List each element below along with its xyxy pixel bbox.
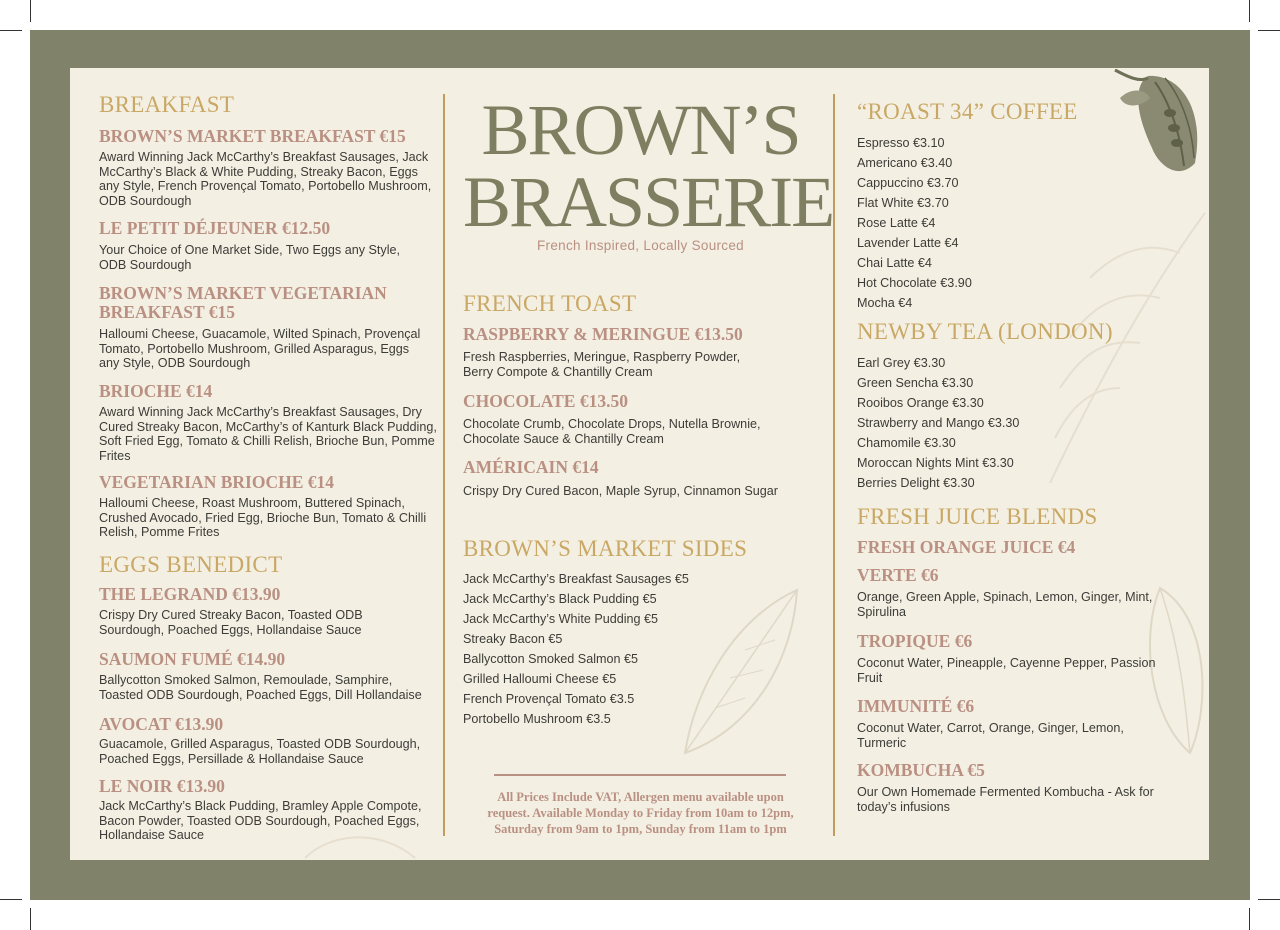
list-item: Ballycotton Smoked Salmon €5	[463, 652, 639, 666]
menu-item-desc: Chocolate Crumb, Chocolate Drops, Nutella Brownie, Chocolate Sauce & Chantilly Cream	[463, 417, 761, 446]
menu-item-title: BROWN’S MARKET VEGETARIAN BREAKFAST €15	[99, 283, 387, 322]
list-item: Lavender Latte €4	[857, 236, 959, 250]
menu-item-title: BRIOCHE €14	[99, 381, 213, 401]
list-item: Espresso €3.10	[857, 136, 945, 150]
footer-note-line3: Saturday from 9am to 1pm, Sunday from 11am to 1pm	[494, 822, 787, 836]
crop-mark	[1249, 908, 1250, 930]
crop-mark	[1258, 30, 1280, 31]
list-item: Earl Grey €3.30	[857, 356, 946, 370]
menu-item-desc: Jack McCarthy’s Black Pudding, Bramley Apple Compote, Bacon Powder, Toasted ODB Sourdough, Poached Eggs, Hollandaise Sauce	[99, 799, 422, 843]
list-item: Jack McCarthy’s Breakfast Sausages €5	[463, 572, 689, 586]
brand-tagline: French Inspired, Locally Sourced	[537, 238, 744, 253]
list-item: French Provençal Tomato €3.5	[463, 692, 635, 706]
menu-item-desc: Crispy Dry Cured Streaky Bacon, Toasted ODB Sourdough, Poached Eggs, Hollandaise Sauce	[99, 608, 363, 637]
menu-item-desc: Coconut Water, Carrot, Orange, Ginger, Lemon, Turmeric	[857, 721, 1124, 750]
list-item: Hot Chocolate €3.90	[857, 276, 972, 290]
menu-item-desc: Crispy Dry Cured Bacon, Maple Syrup, Cinnamon Sugar	[463, 484, 778, 498]
footer-note-line2: request. Available Monday to Friday from 10am to 12pm,	[487, 806, 794, 820]
menu-item-title: SAUMON FUMÉ €14.90	[99, 649, 286, 669]
list-item: Grilled Halloumi Cheese €5	[463, 672, 617, 686]
crop-mark	[1258, 899, 1280, 900]
section-heading-coffee: “ROAST 34” COFFEE	[857, 99, 1078, 124]
list-item: Americano €3.40	[857, 156, 953, 170]
column-divider	[833, 94, 835, 836]
section-heading-sides: BROWN’S MARKET SIDES	[463, 536, 748, 561]
list-item: Moroccan Nights Mint €3.30	[857, 456, 1014, 470]
menu-item-title: AMÉRICAIN €14	[463, 457, 599, 477]
section-heading-tea: NEWBY TEA (LONDON)	[857, 319, 1113, 344]
menu-item-title: FRESH ORANGE JUICE €4	[857, 537, 1076, 557]
tea-list	[857, 353, 1019, 493]
menu-item-title: AVOCAT €13.90	[99, 714, 224, 734]
crop-mark	[30, 0, 31, 22]
list-item: Strawberry and Mango €3.30	[857, 416, 1020, 430]
list-item: Rose Latte €4	[857, 216, 936, 230]
section-heading-juice: FRESH JUICE BLENDS	[857, 504, 1098, 529]
menu-item-desc: Orange, Green Apple, Spinach, Lemon, Ginger, Mint, Spirulina	[857, 590, 1153, 619]
menu-item-desc: Halloumi Cheese, Roast Mushroom, Buttered Spinach, Crushed Avocado, Fried Egg, Brioche Bun, Tomato & Chilli Relish, Pomme Frites	[99, 496, 427, 540]
list-item: Rooibos Orange €3.30	[857, 396, 984, 410]
list-item: Mocha €4	[857, 296, 913, 310]
coffee-list	[857, 133, 972, 313]
section-heading-breakfast: BREAKFAST	[99, 92, 235, 117]
menu-item-desc: Halloumi Cheese, Guacamole, Wilted Spinach, Provençal Tomato, Portobello Mushroom, Grilled Asparagus, Eggs any Style, ODB Sourdough	[99, 327, 421, 371]
menu-item-desc: Our Own Homemade Fermented Kombucha - Ask for today’s infusions	[857, 785, 1154, 814]
menu-item-desc: Award Winning Jack McCarthy’s Breakfast Sausages, Jack McCarthy’s Black & White Pudding, Streaky Bacon, Eggs any Style, French Provençal Tomato, Portobello Mushroom, ODB Sourdough	[99, 150, 432, 208]
footer-note-line1: All Prices Include VAT, Allergen menu available upon	[497, 790, 784, 804]
menu-sheet	[70, 68, 1209, 860]
menu-item-title: KOMBUCHA €5	[857, 760, 985, 780]
list-item: Streaky Bacon €5	[463, 632, 563, 646]
section-heading-french-toast: FRENCH TOAST	[463, 291, 637, 316]
crop-mark	[1249, 0, 1250, 22]
menu-item-desc: Guacamole, Grilled Asparagus, Toasted ODB Sourdough, Poached Eggs, Persillade & Hollandaise Sauce	[99, 737, 421, 766]
menu-item-desc: Your Choice of One Market Side, Two Eggs any Style, ODB Sourdough	[99, 243, 401, 272]
menu-item-desc: Ballycotton Smoked Salmon, Remoulade, Samphire, Toasted ODB Sourdough, Poached Eggs, Dill Hollandaise	[99, 673, 422, 702]
menu-item-desc: Coconut Water, Pineapple, Cayenne Pepper, Passion Fruit	[857, 656, 1156, 685]
leaf-icon	[675, 578, 805, 758]
list-item: Cappuccino €3.70	[857, 176, 959, 190]
menu-item-title: IMMUNITÉ €6	[857, 696, 975, 716]
list-item: Portobello Mushroom €3.5	[463, 712, 611, 726]
brand-logo-line2: BRASSERIE	[463, 162, 834, 242]
menu-item-desc: Fresh Raspberries, Meringue, Raspberry Powder, Berry Compote & Chantilly Cream	[463, 350, 741, 379]
menu-item-title: THE LEGRAND €13.90	[99, 584, 281, 604]
list-item: Jack McCarthy’s Black Pudding €5	[463, 592, 657, 606]
section-heading-eggs-benedict: EGGS BENEDICT	[99, 552, 283, 577]
crop-mark	[0, 30, 22, 31]
sides-list	[463, 569, 689, 729]
crop-mark	[0, 899, 22, 900]
column-divider	[443, 94, 445, 836]
cacao-pod-icon	[1110, 68, 1209, 183]
brand-logo-line1: BROWN’S	[481, 90, 800, 170]
menu-item-title: TROPIQUE €6	[857, 631, 973, 651]
menu-item-title: CHOCOLATE €13.50	[463, 391, 628, 411]
menu-item-title: RASPBERRY & MERINGUE €13.50	[463, 324, 743, 344]
menu-item-title: VERTE €6	[857, 565, 939, 585]
menu-item-title: LE NOIR €13.90	[99, 776, 225, 796]
list-item: Chamomile €3.30	[857, 436, 956, 450]
menu-item-title: VEGETARIAN BRIOCHE €14	[99, 472, 334, 492]
menu-item-title: BROWN’S MARKET BREAKFAST €15	[99, 126, 406, 146]
list-item: Green Sencha €3.30	[857, 376, 974, 390]
list-item: Jack McCarthy’s White Pudding €5	[463, 612, 659, 626]
footer-divider	[494, 774, 786, 776]
menu-item-desc: Award Winning Jack McCarthy’s Breakfast Sausages, Dry Cured Streaky Bacon, McCarthy’s of Kanturk Black Pudding, Soft Fried Egg, Tomato & Chilli Relish, Brioche Bun, Pomme Frites	[99, 405, 437, 463]
menu-item-title: LE PETIT DÉJEUNER €12.50	[99, 218, 331, 238]
leaf-icon	[1030, 208, 1209, 488]
crop-mark	[30, 908, 31, 930]
list-item: Berries Delight €3.30	[857, 476, 975, 490]
list-item: Chai Latte €4	[857, 256, 932, 270]
list-item: Flat White €3.70	[857, 196, 949, 210]
